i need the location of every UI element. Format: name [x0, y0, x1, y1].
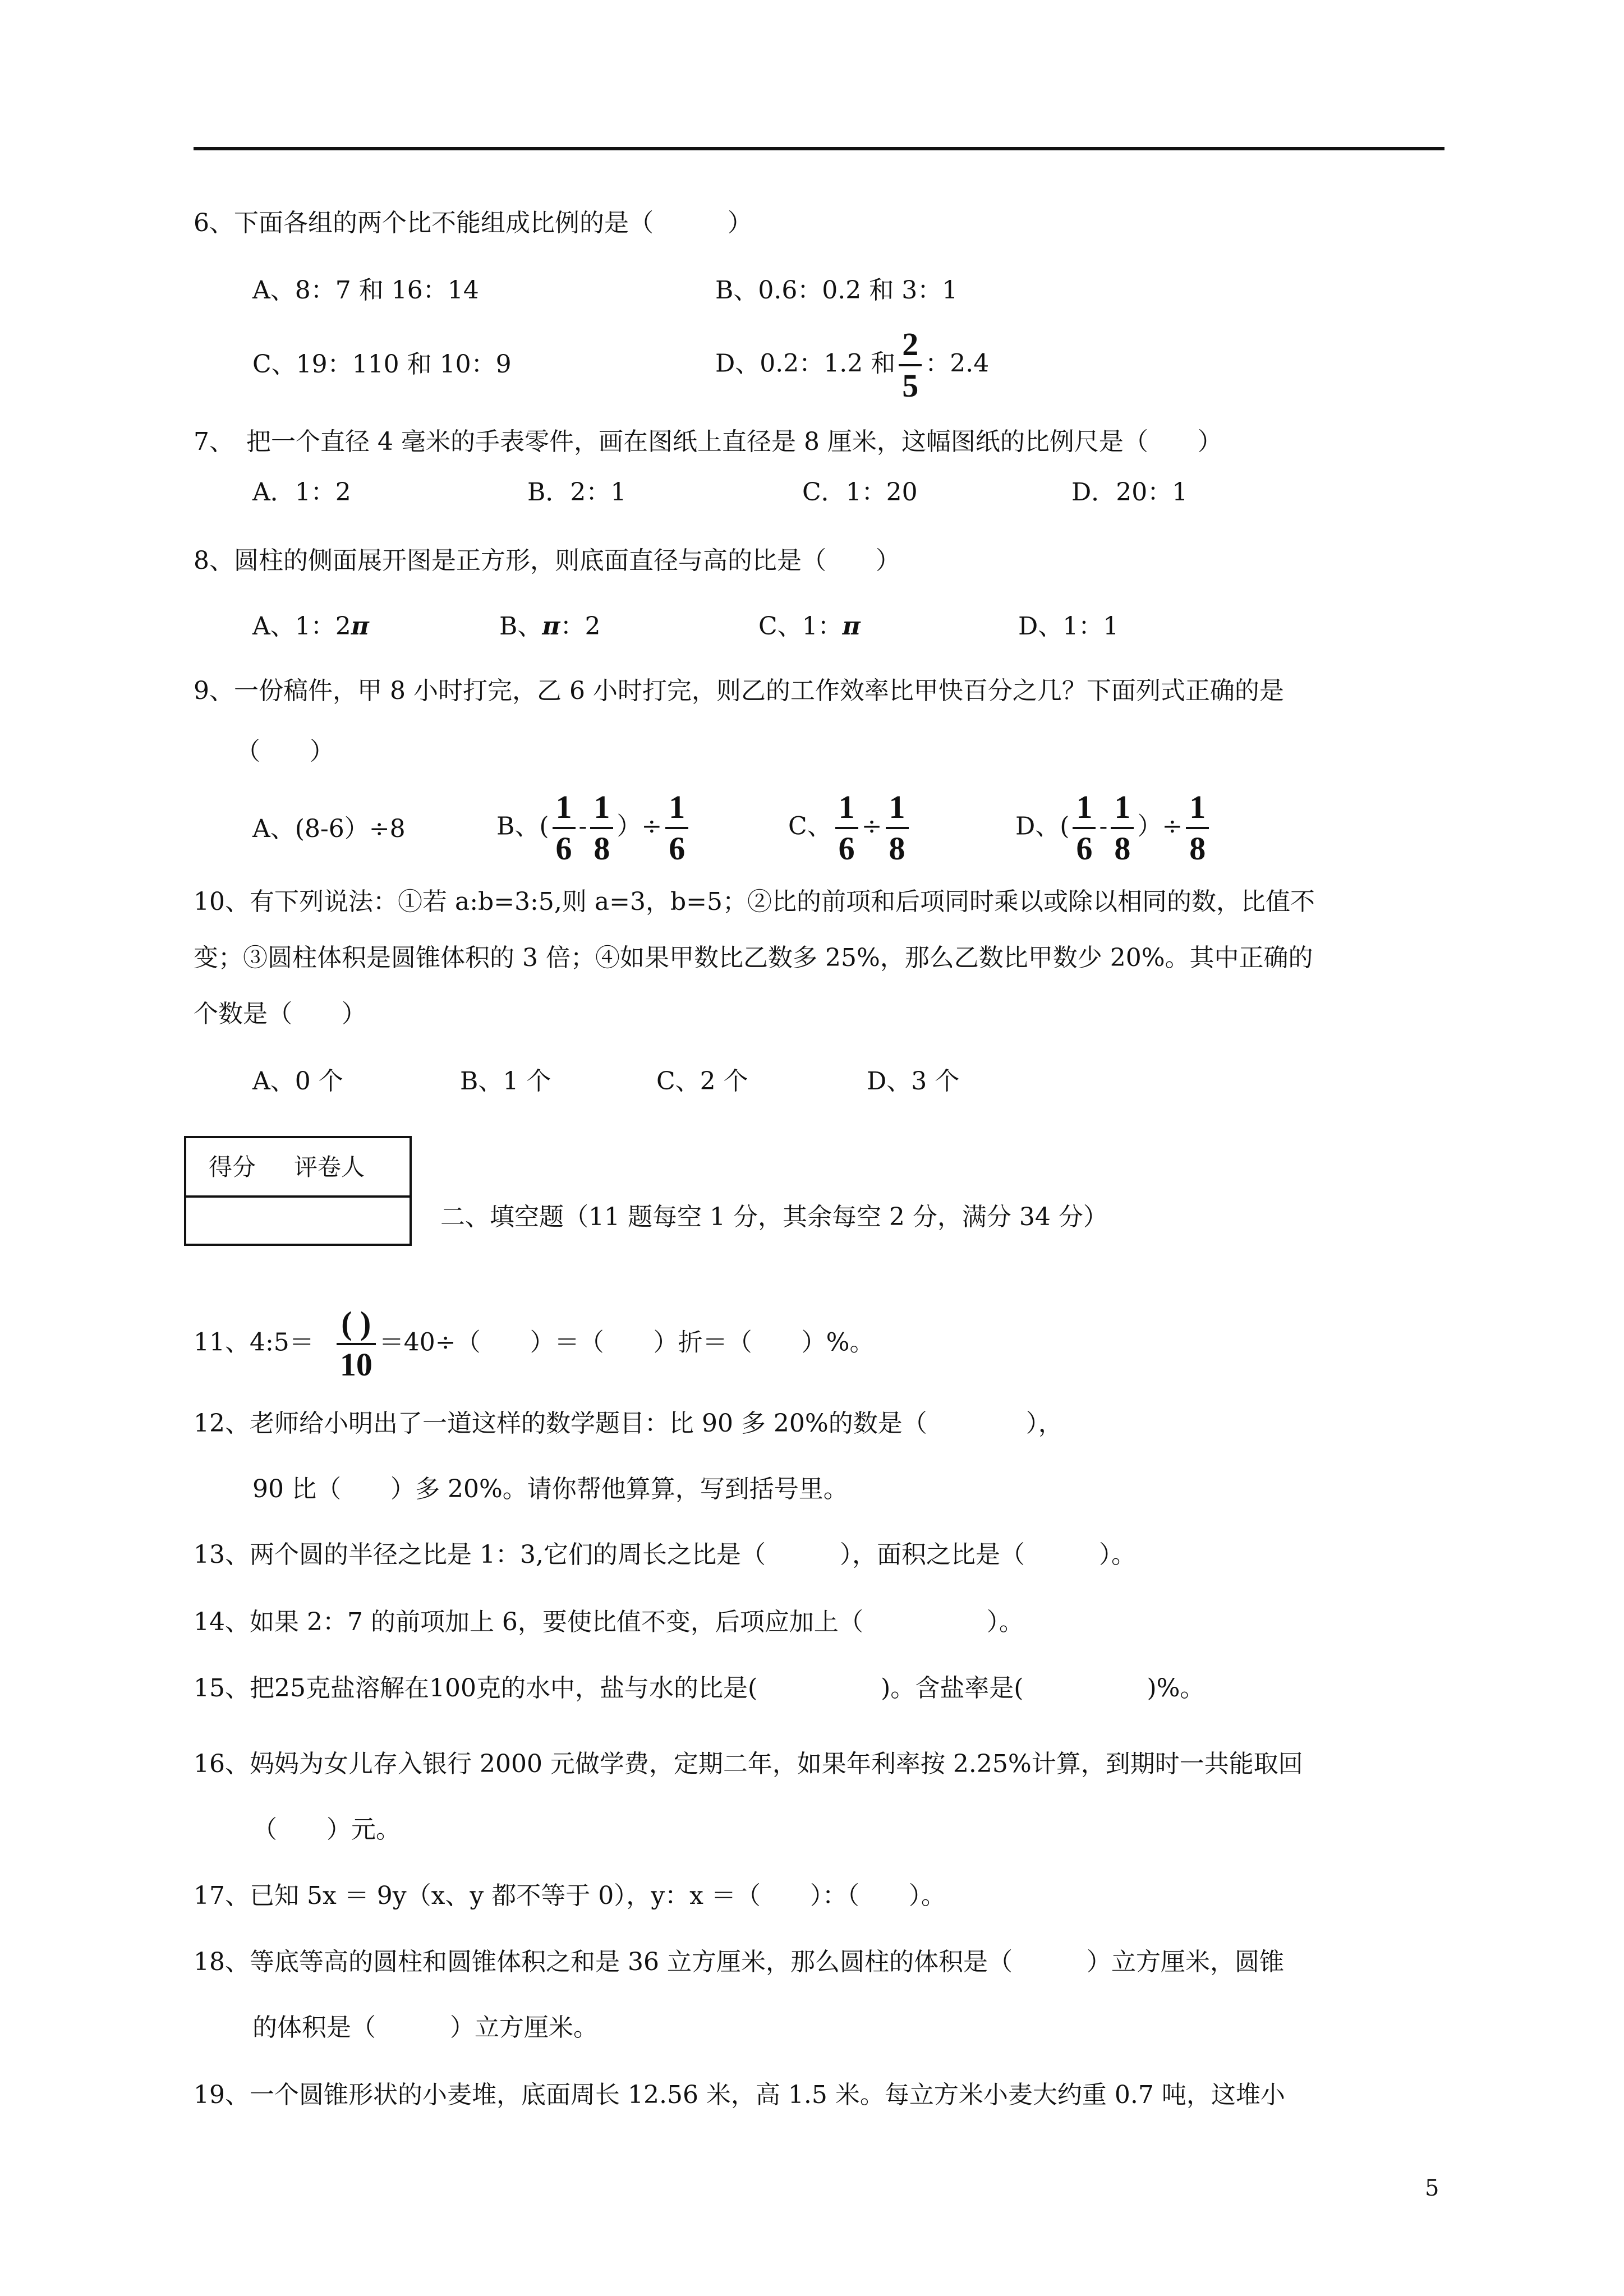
section-2-title: 二、填空题（11 题每空 1 分，其余每空 2 分，满分 34 分） [440, 1203, 1108, 1231]
q14: 14、如果 2：7 的前项加上 6，要使比值不变，后项应加上（ ）。 [194, 1608, 1024, 1636]
q6-option-b: B、0.6：0.2 和 3：1 [715, 276, 958, 305]
header-rule [194, 147, 1444, 150]
q11: 11、4:5＝ $\frac{( )}{10}$ ＝40÷（ ）＝（ ）折＝（ ）%。 [194, 1305, 875, 1383]
fraction-two-fifths: $\frac{2}{5}$ [899, 328, 922, 402]
q6-option-c: C、19：110 和 10：9 [252, 350, 512, 379]
q9-option-a: A、(8-6）÷8 [252, 815, 406, 843]
q12-line-2: 90 比（ ）多 20%。请你帮他算算，写到括号里。 [252, 1475, 848, 1503]
q9-stem: 9、一份稿件，甲 8 小时打完，乙 6 小时打完，则乙的工作效率比甲快百分之几？下面列式正确的是 [194, 677, 1284, 705]
q7-option-a: A．1：2 [252, 478, 351, 507]
q13: 13、两个圆的半径之比是 1：3,它们的周长之比是（ ），面积之比是（ ）。 [194, 1540, 1136, 1569]
q9-option-c: C、 $\frac{1}{6}$ ÷ $\frac{1}{8}$ [788, 791, 912, 865]
q8-option-b: B、π：2 [499, 612, 601, 641]
q10-option-b: B、1 个 [460, 1067, 551, 1096]
q10-line-2: 变；③圆柱体积是圆锥体积的 3 倍；④如果甲数比乙数多 25%，那么乙数比甲数少 20%。其中正确的 [194, 944, 1313, 972]
page-number: 5 [1425, 2175, 1439, 2201]
q8-option-a: A、1：2π [252, 612, 369, 641]
grader-label: 评卷人 [294, 1153, 365, 1181]
q18-line-1: 18、等底等高的圆柱和圆锥体积之和是 36 立方厘米，那么圆柱的体积是（ ）立方厘米，圆锥 [194, 1948, 1284, 1976]
score-box-divider [186, 1195, 410, 1198]
q9-option-b: B、( $\frac{1}{6}$ - $\frac{1}{8}$ ）÷ $\frac{1}{6}$ [496, 791, 692, 865]
q15: 15、把25克盐溶解在100克的水中，盐与水的比是( )。含盐率是( )%。 [194, 1674, 1205, 1703]
q6-option-d: D、0.2：1.2 和 $\frac{2}{5}$ ：2.4 [715, 326, 990, 404]
q16-line-1: 16、妈妈为女儿存入银行 2000 元做学费，定期二年，如果年利率按 2.25%计算，到期时一共能取回 [194, 1750, 1303, 1778]
q6-option-a: A、8：7 和 16：14 [252, 276, 479, 305]
q16-line-2: （ ）元。 [252, 1815, 401, 1844]
q8-stem: 8、圆柱的侧面展开图是正方形，则底面直径与高的比是（ ） [194, 546, 900, 575]
q10-option-d: D、3 个 [867, 1067, 960, 1096]
q10-option-c: C、2 个 [656, 1067, 748, 1096]
q9-option-d: D、( $\frac{1}{6}$ - $\frac{1}{8}$ ）÷ $\frac{1}{8}$ [1015, 791, 1212, 865]
q6-stem: 6、下面各组的两个比不能组成比例的是（ ） [194, 209, 752, 237]
q10-line-1: 10、有下列说法：①若 a:b=3:5,则 a=3，b=5；②比的前项和后项同时乘以或除以相同的数，比值不 [194, 887, 1315, 916]
score-label: 得分 [209, 1153, 256, 1181]
score-box [184, 1136, 412, 1246]
q8-option-c: C、1：π [758, 612, 861, 641]
q7-option-b: B．2：1 [527, 478, 627, 507]
q19: 19、一个圆锥形状的小麦堆，底面周长 12.56 米，高 1.5 米。每立方米小麦大约重 0.7 吨，这堆小 [194, 2081, 1285, 2109]
q8-option-d: D、1：1 [1018, 612, 1119, 641]
q7-option-c: C．1：20 [802, 478, 918, 507]
q12-line-1: 12、老师给小明出了一道这样的数学题目：比 90 多 20%的数是（ ）， [194, 1409, 1063, 1438]
q10-line-3: 个数是（ ） [194, 1000, 366, 1028]
q7-stem: 7、 把一个直径 4 毫米的手表零件，画在图纸上直径是 8 厘米，这幅图纸的比例尺是（ ） [194, 427, 1222, 456]
q17: 17、已知 5x ＝ 9y（x、y 都不等于 0），y：x ＝（ ）：（ ）。 [194, 1881, 946, 1910]
q9-answer-paren: （ ） [236, 737, 334, 766]
q10-option-a: A、0 个 [252, 1067, 343, 1096]
q7-option-d: D．20：1 [1071, 478, 1188, 507]
q18-line-2: 的体积是（ ）立方厘米。 [252, 2013, 598, 2042]
